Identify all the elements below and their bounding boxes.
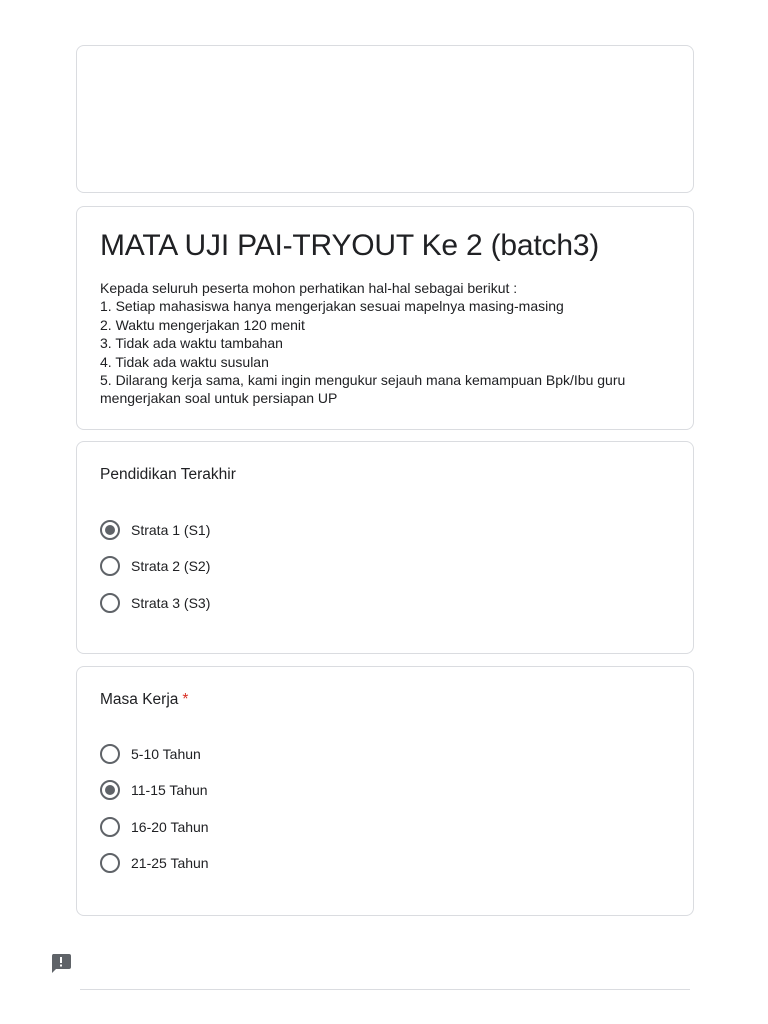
option-label: 16-20 Tahun (131, 819, 209, 835)
question-card-pendidikan-terakhir (76, 441, 694, 654)
header-image-card (76, 45, 694, 193)
radio-option-s1[interactable] (100, 520, 210, 540)
radio-button[interactable] (100, 556, 120, 576)
description-line: 2. Waktu mengerjakan 120 menit (100, 316, 305, 333)
question-card-masa-kerja (76, 666, 694, 916)
radio-option-16-20[interactable] (100, 817, 209, 837)
radio-option-5-10[interactable] (100, 744, 201, 764)
radio-button[interactable] (100, 817, 120, 837)
description-line: Kepada seluruh peserta mohon perhatikan hal-hal sebagai berikut : (100, 280, 518, 296)
question-title-text: Masa Kerja (100, 691, 179, 708)
footer-divider (80, 989, 690, 990)
form-description (100, 279, 671, 408)
radio-option-s3[interactable] (100, 593, 210, 613)
radio-button[interactable] (100, 593, 120, 613)
option-label: Strata 3 (S3) (131, 595, 211, 611)
radio-button-checked[interactable] (100, 780, 120, 800)
radio-button[interactable] (100, 744, 120, 764)
option-label: 5-10 Tahun (131, 746, 201, 762)
description-line: 4. Tidak ada waktu susulan (100, 353, 269, 370)
radio-button-checked[interactable] (100, 520, 120, 540)
radio-option-11-15[interactable] (100, 780, 208, 800)
question-title-text: Pendidikan Terakhir (100, 466, 236, 483)
form-title: MATA UJI PAI-TRYOUT Ke 2 (batch3) (100, 229, 600, 262)
option-label: Strata 2 (S2) (131, 558, 211, 574)
description-line: 5. Dilarang kerja sama, kami ingin mengukur sejauh mana kemampuan Bpk/Ibu guru mengerjakan soal untuk persiapan UP (100, 372, 626, 407)
option-label: Strata 1 (S1) (131, 522, 211, 538)
form-title-card (76, 206, 694, 430)
question-title (100, 691, 188, 709)
option-label: 21-25 Tahun (131, 855, 209, 871)
question-title (100, 466, 236, 484)
radio-option-s2[interactable] (100, 556, 210, 576)
report-problem-icon[interactable] (50, 953, 72, 973)
radio-button[interactable] (100, 853, 120, 873)
report-problem-icon-svg (50, 953, 72, 973)
description-line: 3. Tidak ada waktu tambahan (100, 335, 283, 352)
required-asterisk: * (182, 691, 189, 708)
description-line: 1. Setiap mahasiswa hanya mengerjakan sesuai mapelnya masing-masing (100, 298, 564, 315)
option-label: 11-15 Tahun (131, 782, 208, 798)
radio-option-21-25[interactable] (100, 853, 209, 873)
